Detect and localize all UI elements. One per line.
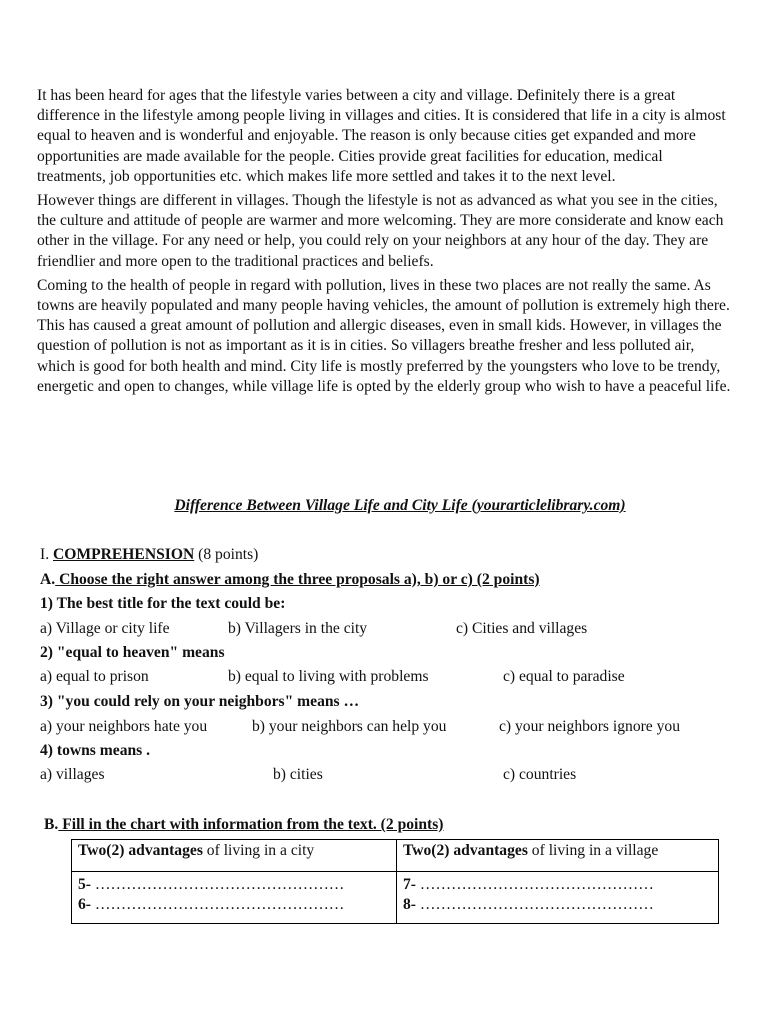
chart-header-row xyxy=(72,840,719,872)
passage-paragraph-3: Coming to the health of people in regard with pollution, lives in these two places are not really the same. As towns are heavily populated and many people having vehicles, the amount of pollution is extremely high there. This has caused a great amount of pollution and allergic diseases, even in small kids. However, in villages the question of pollution is not as important as it is in cities. So villagers breathe fresher and less polluted air, which is good for both health and mind. City life is mostly preferred by the youngsters who love to be trendy, energetic and open to changes, while village life is opted by the elderly group who wish to have a peaceful life. xyxy=(37,276,731,395)
chart-header-village-rest: of living in a village xyxy=(527,842,659,859)
question-1-option-b: b) Villagers in the city xyxy=(228,620,368,637)
part-b-text: Fill in the chart with information from the text. (2 points) xyxy=(58,816,444,833)
chart-header-city-rest: of living in a city xyxy=(202,842,315,859)
question-4: 4) towns means . xyxy=(40,742,151,759)
chart-answer-row xyxy=(72,872,719,924)
question-1-option-c: c) Cities and villages xyxy=(456,620,588,637)
village-answers-cell[interactable] xyxy=(397,872,719,924)
section-number: I. xyxy=(40,546,53,563)
answer-line-6[interactable] xyxy=(78,895,390,915)
passage-paragraph-2: However things are different in villages. Though the lifestyle is not as advanced as what you see in the cities, the culture and attitude of people are warmer and more welcoming. They are more considerate and know each other in the village. For any need or help, you could rely on your neighbors at any hour of the day. They are friendlier and more open to the traditional practices and beliefs. xyxy=(37,192,724,270)
question-3-option-c: c) your neighbors ignore you xyxy=(499,718,681,735)
question-4-option-a: a) villages xyxy=(40,766,105,783)
answer-5-dots: ………………………………………… xyxy=(91,876,345,893)
question-2-option-c: c) equal to paradise xyxy=(503,668,625,685)
question-3-option-a: a) your neighbors hate you xyxy=(40,718,208,735)
question-4-option-c: c) countries xyxy=(503,766,577,783)
answer-8-number: 8- xyxy=(403,896,416,913)
chart-header-city-bold: Two(2) advantages xyxy=(78,842,203,859)
part-a-letter: A. xyxy=(40,571,56,588)
answer-8-dots: ……………………………………… xyxy=(416,896,654,913)
question-2-option-a: a) equal to prison xyxy=(40,668,149,685)
part-a-text: Choose the right answer among the three proposals a), b) or c) (2 points) xyxy=(55,571,540,588)
question-1-option-a: a) Village or city life xyxy=(40,620,170,637)
section-heading-comprehension xyxy=(40,546,258,564)
passage-paragraph-1: It has been heard for ages that the lifestyle varies between a city and village. Definitely there is a great difference in the lifestyle among people living in villages and cities. It is considered that life in a city is almost equal to heaven and is wonderful and enjoyable. The reason is only because cities get expanded and more opportunities are made available for the people. Cities provide great facilities for education, medical treatments, job opportunities etc. which makes life more settled and takes it to the next level. xyxy=(37,87,726,185)
question-4-option-b: b) cities xyxy=(273,766,323,783)
question-2: 2) "equal to heaven" means xyxy=(40,644,225,661)
answer-line-7[interactable] xyxy=(403,875,712,895)
chart-header-city xyxy=(72,840,397,872)
answer-7-number: 7- xyxy=(403,876,416,893)
answer-line-5[interactable] xyxy=(78,875,390,895)
question-1: 1) The best title for the text could be: xyxy=(40,595,286,612)
chart-header-village-bold: Two(2) advantages xyxy=(403,842,528,859)
advantages-chart xyxy=(71,839,719,924)
part-b-instruction xyxy=(44,816,444,834)
part-b-letter: B. xyxy=(44,816,59,833)
question-3-option-b: b) your neighbors can help you xyxy=(252,718,447,735)
answer-6-dots: ………………………………………… xyxy=(91,896,345,913)
answer-7-dots: ……………………………………… xyxy=(416,876,654,893)
reading-passage xyxy=(37,86,732,401)
answer-line-8[interactable] xyxy=(403,895,712,915)
city-answers-cell[interactable] xyxy=(72,872,397,924)
section-points: (8 points) xyxy=(194,546,259,563)
part-a-instruction xyxy=(40,571,540,589)
chart-header-village xyxy=(397,840,719,872)
question-2-option-b: b) equal to living with problems xyxy=(228,668,429,685)
answer-6-number: 6- xyxy=(78,896,91,913)
section-title: COMPREHENSION xyxy=(53,546,195,563)
question-3: 3) "you could rely on your neighbors" means … xyxy=(40,693,360,710)
source-citation: Difference Between Village Life and City Life (yourarticlelibrary.com) xyxy=(174,497,626,514)
answer-5-number: 5- xyxy=(78,876,91,893)
